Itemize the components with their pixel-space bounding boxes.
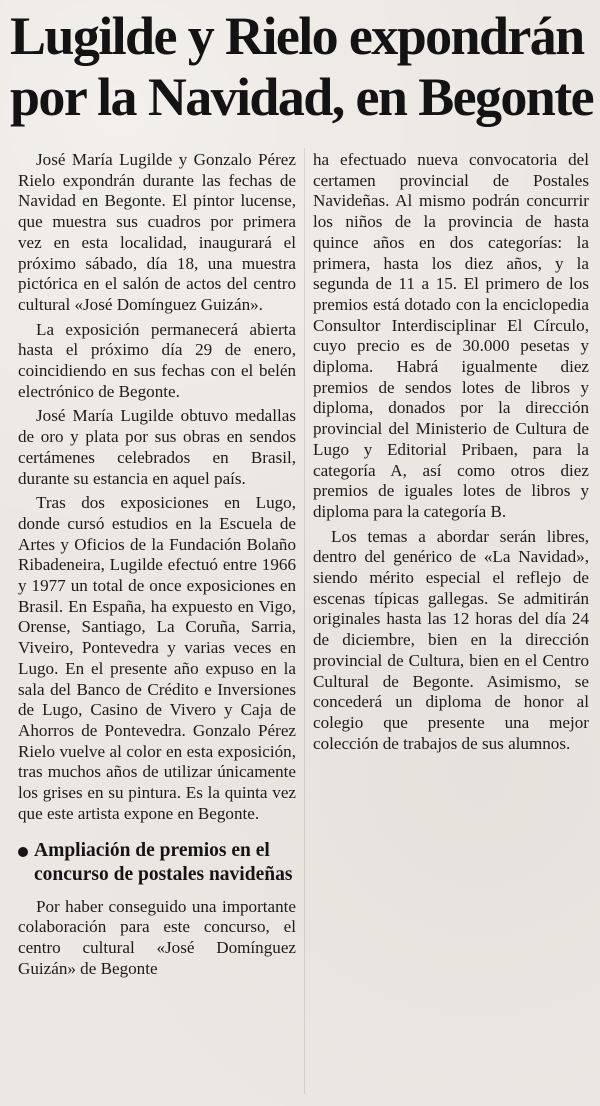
- column-divider: [304, 148, 305, 1094]
- body-paragraph: Los temas a abordar serán libres, dentro del genérico de «La Navidad», siendo mérito especial el reflejo de escenas típicas gallegas. Se admitirán originales hasta las 12 horas del día 24 de diciembre, bien en la dirección provincial de Cultura, bien en el Centro Cultural de Begonte. Asimismo, se concederá un diploma de honor al colegio que presente una mejor colección de trabajos de sus alumnos.: [313, 526, 589, 753]
- right-column: [313, 150, 589, 754]
- body-paragraph: Tras dos exposiciones en Lugo, donde cursó estudios en la Escuela de Artes y Oficios de la Fundación Bolaño Ribadeneira, Lugilde efectuó entre 1966 y 1977 un total de once exposiciones en Brasil. En España, ha expuesto en Vigo, Orense, Santiago, La Coruña, Sarria, Viveiro, Pontevedra y varias veces en Lugo. En el presente año expuso en la sala del Banco de Crédito e Inversiones de Lugo, Casino de Vivero y Caja de Ahorros de Pontevedra. Gonzalo Pérez Rielo vuelve al color en esta exposición, tras muchos años de utilizar únicamente los grises en su pintura. Es la quinta vez que este artista expone en Begonte.: [18, 493, 296, 823]
- body-paragraph: La exposición permanecerá abierta hasta el próximo día 29 de enero, coincidiendo en sus fechas con el belén electrónico de Begonte.: [18, 319, 296, 401]
- body-paragraph: ha efectuado nueva convocatoria del certamen provincial de Postales Navideñas. Al mismo podrán concurrir los niños de la provincia de hasta quince años en dos categorías: la primera, hasta los diez años, y la segunda de 11 a 15. El primero de los premios está dotado con la enciclopedia Consultor Interdisciplinar El Círculo, cuyo precio es de 30.000 pesetas y diploma. Habrá igualmente diez premios de sendos lotes de libros y diploma, donados por la dirección provincial del Ministerio de Cultura de Lugo y Editorial Pribaen, para la categoría A, así como otros diez premios de iguales lotes de libros y diploma para la categoría B.: [313, 150, 589, 521]
- section-subhead: [18, 839, 296, 887]
- headline-line-1: Lugilde y Rielo expondrán: [10, 6, 584, 66]
- body-paragraph: Por haber conseguido una importante colaboración para este concurso, el centro cultural «José Domínguez Guizán» de Begonte: [18, 896, 296, 978]
- headline-line-2: por la Navidad, en Begonte: [10, 67, 593, 127]
- subhead-text: Ampliación de premios en el concurso de postales navideñas: [34, 839, 293, 885]
- left-column: [18, 150, 296, 979]
- bullet-icon: [18, 847, 28, 857]
- body-paragraph: José María Lugilde obtuvo medallas de oro y plata por sus obras en sendos certámenes celebrados en Brasil, durante su estancia en aquel país.: [18, 406, 296, 488]
- headline: [10, 6, 592, 128]
- body-paragraph: José María Lugilde y Gonzalo Pérez Rielo expondrán durante las fechas de Navidad en Begonte. El pintor lucense, que muestra sus cuadros por primera vez en esta localidad, inaugurará el próximo sábado, día 18, una muestra pictórica en el salón de actos del centro cultural «José Domínguez Guizán».: [18, 150, 296, 314]
